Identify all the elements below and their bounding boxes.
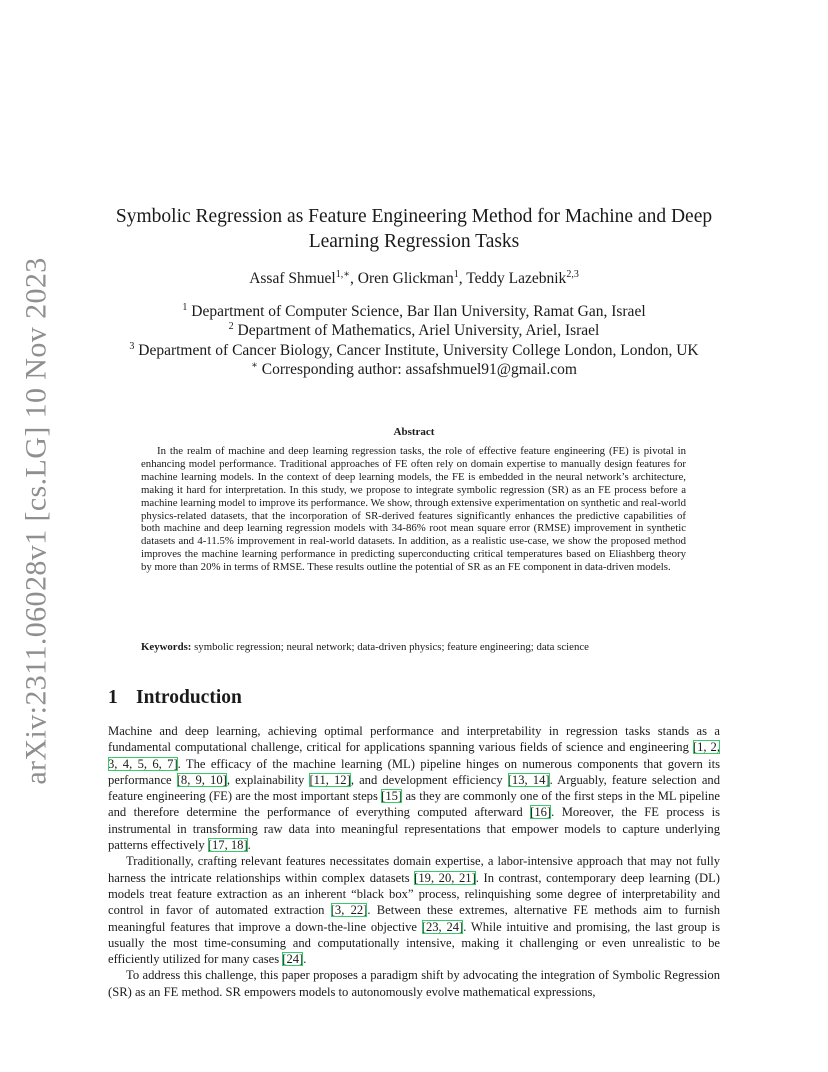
- paragraph-text: To address this challenge, this paper proposes a paradigm shift by advocating the integration of Symbolic Regression (SR) as an FE method. SR empowers models to autonomously evolve mathematical expressions,: [108, 968, 720, 999]
- citation-link[interactable]: [1, 2, 3, 4, 5, 6, 7]: [108, 740, 720, 771]
- abstract-text: In the realm of machine and deep learning regression tasks, the role of effective feature engineering (FE) is pivotal in enhancing model performance. Traditional approaches of FE often rely on domain expertise to manually design features for machine learning models. In the context of deep learning models, the FE is embedded in the neural network’s architecture, making it hard for interpretation. In this study, we propose to integrate symbolic regression (SR) as an FE process before a machine learning model to improve its performance. We show, through extensive experimentation on synthetic and real-world physics-related datasets, that the incorporation of SR-derived features significantly enhances the predictive capabilities of both machine and deep learning regression models with 34-86% root mean square error (RMSE) improvement in synthetic datasets and 4-11.5% improvement in real-world datasets. In addition, as a realistic use-case, we show the proposed method improves the machine learning performance in predicting superconducting critical temperatures based on Eliashberg theory by more than 20% in terms of RMSE. These results outline the potential of SR as an FE component in data-driven models.: [141, 445, 686, 574]
- corresponding-author-text: Corresponding author: assafshmuel91@gmail.com: [261, 361, 577, 379]
- paragraph: [108, 967, 720, 1000]
- paragraph-text: . Moreover, the FE process is instrumental in transforming raw data into meaningful representations that empower models to capture underlying patterns effectively: [108, 805, 720, 853]
- keywords-label: Keywords:: [141, 641, 192, 653]
- arxiv-identifier-text: arXiv:2311.06028v1 [cs.LG] 10 Nov 2023: [20, 257, 54, 785]
- author-list: [108, 269, 720, 289]
- paragraph-text: , and development efficiency: [350, 772, 508, 787]
- affiliation: [100, 302, 728, 321]
- abstract-heading: Abstract: [393, 426, 435, 438]
- author-affiliation-mark: 1,∗: [335, 269, 351, 280]
- citation-link[interactable]: [13, 14]: [507, 772, 550, 787]
- affiliation-list: [100, 302, 728, 380]
- author-separator: ,: [350, 270, 358, 287]
- section-title: Introduction: [136, 687, 242, 708]
- paper-title: Symbolic Regression as Feature Engineering Method for Machine and Deep Learning Regression Tasks: [115, 206, 713, 252]
- author-name: Teddy Lazebnik: [466, 270, 567, 287]
- paragraph: [108, 723, 720, 853]
- author-name: Assaf Shmuel: [249, 270, 336, 287]
- paragraph-text: .: [303, 952, 307, 967]
- paragraph-text: . In contrast, contemporary deep learning (DL) models treat feature extraction as an inherent “black box” process, relinquishing some degree of interpretability and control in favor of automated extraction: [108, 870, 720, 918]
- citation-link[interactable]: [8, 9, 10]: [176, 772, 227, 787]
- citation-link[interactable]: [11, 12]: [309, 772, 351, 787]
- paragraph-text: .: [247, 838, 251, 853]
- affiliation-mark: 1: [182, 302, 188, 313]
- citation-link[interactable]: [16]: [530, 805, 552, 820]
- citation-link[interactable]: [17, 18]: [207, 838, 248, 853]
- corresponding-author: [100, 360, 728, 379]
- affiliation-text: Department of Mathematics, Ariel University, Ariel, Israel: [237, 322, 600, 340]
- affiliation-mark: ∗: [251, 360, 258, 372]
- author-separator: ,: [458, 270, 467, 287]
- affiliation-text: Department of Computer Science, Bar Ilan University, Ramat Gan, Israel: [191, 303, 646, 320]
- affiliation-mark: 3: [129, 340, 135, 352]
- citation-link[interactable]: [15]: [381, 789, 403, 804]
- paragraph-text: . Arguably, feature selection and feature engineering (FE) are the most important steps: [108, 772, 721, 804]
- paragraph-text: Machine and deep learning, achieving optimal performance and interpretability in regression tasks stands as a fundamental computational challenge, critical for applications spanning various fields of science and engineering: [108, 724, 720, 755]
- affiliation-mark: 2: [228, 321, 234, 333]
- paragraph-text: as they are commonly one of the first steps in the ML pipeline and therefore determine the performance of everything computed afterward: [108, 789, 720, 820]
- affiliation: [100, 321, 728, 340]
- paragraph-text: . The efficacy of the machine learning (ML) pipeline hinges on numerous components that govern its performance: [108, 756, 720, 787]
- paragraph-text: . Between these extremes, alternative FE methods aim to furnish meaningful features that improve a down-the-line objective: [108, 903, 720, 934]
- author-affiliation-mark: 2,3: [566, 269, 579, 280]
- citation-link[interactable]: [3, 22]: [330, 903, 368, 918]
- paragraph-text: Traditionally, crafting relevant features necessitates domain expertise, a labor-intensive approach that may not fully harness the intricate relationships within complex datasets: [108, 854, 720, 885]
- introduction-body: [108, 723, 720, 1000]
- section-heading: [108, 686, 242, 710]
- arxiv-identifier-stamp: [14, 257, 60, 785]
- citation-link[interactable]: [23, 24]: [421, 919, 464, 934]
- keywords-text: symbolic regression; neural network; data-driven physics; feature engineering; data science: [194, 641, 589, 653]
- citation-link[interactable]: [24]: [282, 952, 304, 967]
- paragraph-text: . While intuitive and promising, the last group is usually the most time-consuming and computationally intensive, making it challenging or even unrealistic to be efficiently utilized for many cases: [108, 919, 721, 967]
- affiliation-text: Department of Cancer Biology, Cancer Institute, University College London, London, UK: [138, 341, 699, 359]
- author-name: Oren Glickman: [357, 270, 454, 287]
- affiliation: [100, 341, 728, 360]
- citation-link[interactable]: [19, 20, 21]: [414, 870, 476, 885]
- keywords-line: [141, 640, 701, 654]
- section-number: 1: [108, 687, 118, 708]
- author-affiliation-mark: 1: [453, 269, 459, 280]
- paragraph-text: , explainability: [226, 772, 310, 787]
- paragraph: [108, 853, 720, 967]
